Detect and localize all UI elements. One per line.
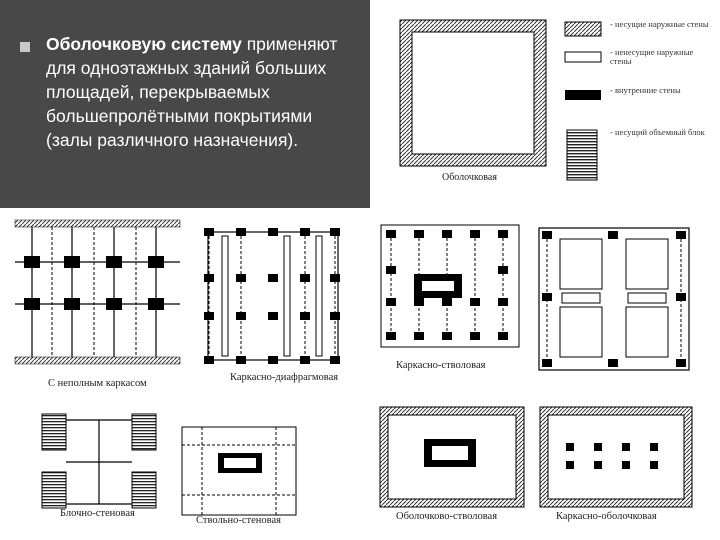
frame-wall-drawing (378, 222, 523, 352)
diagram-incomplete-frame (10, 212, 185, 389)
caption-frame-diaphragm: Каркасно-диафрагмовая (230, 372, 339, 383)
frame-diaphragm-drawing (200, 222, 345, 367)
legend-label-4: - несущий объемный блок (610, 127, 705, 137)
caption-shell-core: Оболочково-стволовая (396, 511, 498, 522)
shell-plan-drawing (370, 0, 720, 208)
frame-blank-drawing (536, 225, 696, 375)
legend-label-3: - внутренние стены (610, 85, 681, 95)
diagram-frame-shell (538, 405, 698, 535)
bullet-bold: Оболочковую систему (46, 34, 242, 54)
diagram-wall-core (180, 425, 300, 535)
caption-incomplete-frame: С неполным каркасом (48, 378, 147, 389)
diagram-frame-blank (536, 225, 696, 385)
legend-main-caption: Оболочковая (442, 172, 497, 183)
bullet-body: применяют для одноэтажных зданий больших площадей, перекрываемых большепролётными покрытиями (залы различного назначения). (46, 34, 338, 150)
legend-figure (370, 0, 720, 208)
diagram-block-wall (40, 412, 160, 537)
caption-block-wall: Блочно-стеновая (60, 508, 135, 519)
diagram-frame-diaphragm (200, 222, 345, 387)
shell-core-drawing (378, 405, 528, 510)
caption-frame-shell: Каркасно-оболочковая (556, 511, 657, 522)
diagram-shell-core (378, 405, 528, 535)
incomplete-frame-drawing (10, 212, 185, 372)
block-wall-drawing (40, 412, 160, 512)
text-panel (0, 0, 370, 208)
caption-frame-wall: Каркасно-стволовая (396, 360, 486, 371)
wall-core-drawing (180, 425, 300, 517)
diagram-frame-wall (378, 222, 523, 377)
bullet-text (46, 32, 346, 152)
caption-wall-core: Ствольно-стеновая (196, 515, 281, 526)
frame-shell-drawing (538, 405, 698, 510)
legend-label-1: - несущие наружные стены (610, 19, 709, 29)
legend-label-2: - ненесущие наружные стены (610, 47, 694, 66)
bullet-marker-icon (20, 42, 30, 52)
